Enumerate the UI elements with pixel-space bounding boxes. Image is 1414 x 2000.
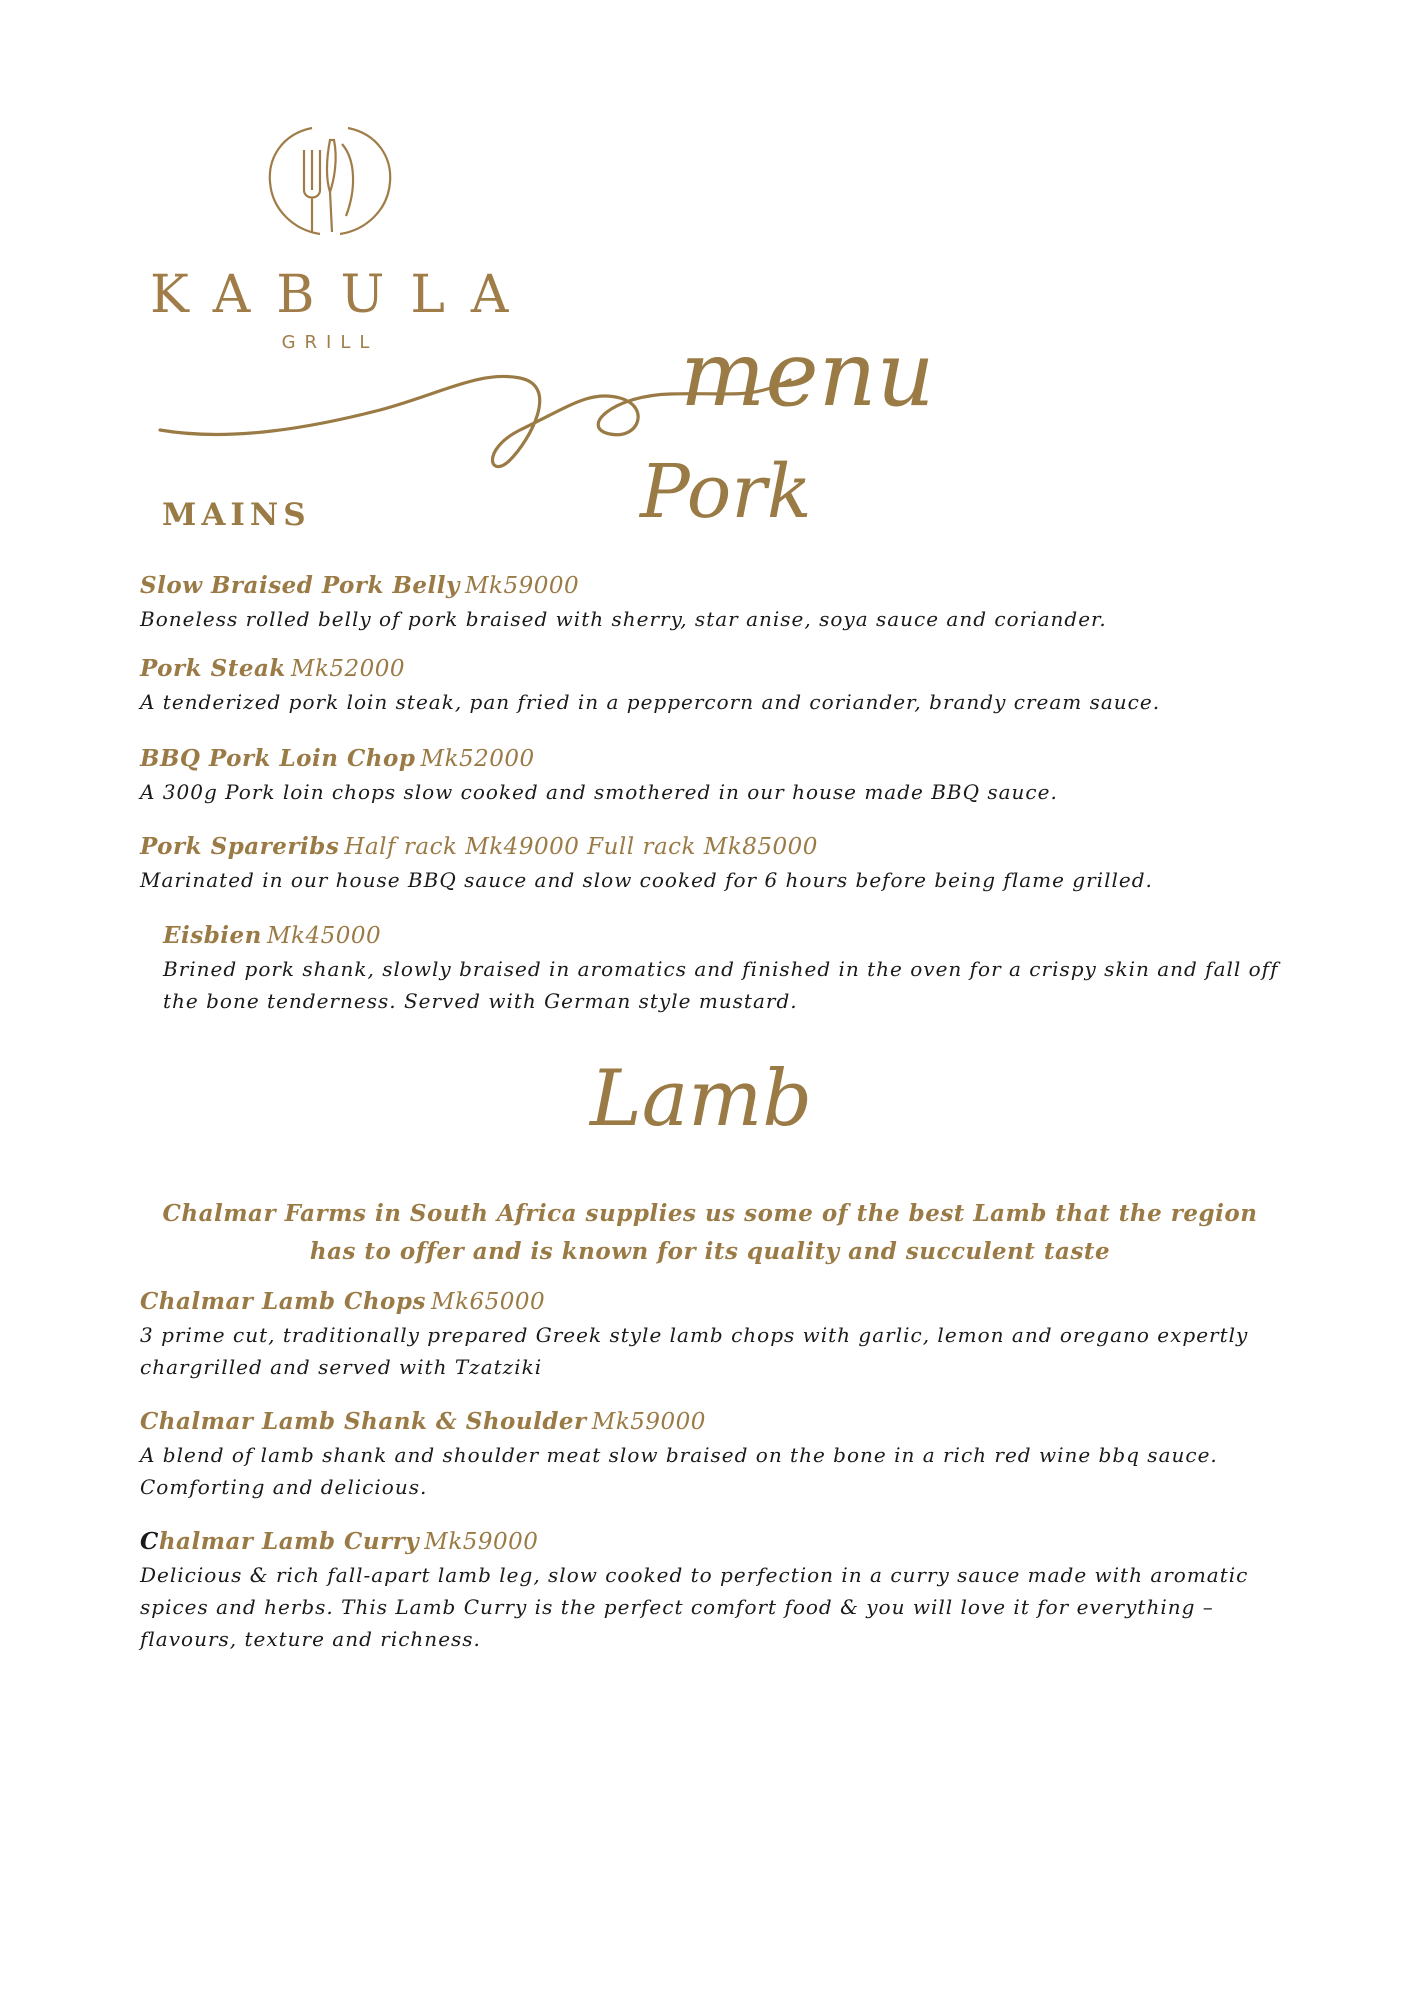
brand-subtitle: GRILL	[281, 332, 379, 353]
section-title-mains: MAINS	[162, 497, 311, 533]
item-name: Chalmar Lamb Shank & Shoulder	[140, 1408, 587, 1435]
brand-name: KABULA	[150, 265, 535, 325]
lamb-intro: Chalmar Farms in South Africa supplies us some of the best Lamb that the region has to offer and is known for its quality and succulent taste	[162, 1200, 1258, 1265]
item-description: Boneless rolled belly of pork braised with sherry, star anise, soya sauce and coriander.	[140, 607, 1107, 631]
menu-script-title: menu	[680, 322, 935, 427]
item-description: 3 prime cut, traditionally prepared Greek style lamb chops with garlic, lemon and oregano expertly chargrilled and served with Tzatziki	[140, 1323, 1249, 1379]
item-name: Pork Spareribs	[140, 833, 340, 860]
menu-item	[140, 1288, 1290, 1383]
menu-item	[140, 1408, 1290, 1503]
item-name: Slow Braised Pork Belly	[140, 572, 460, 599]
item-price: Half rack Mk49000 Full rack Mk85000	[344, 834, 818, 860]
brand-logo	[150, 120, 535, 360]
item-price: Mk45000	[267, 923, 382, 949]
item-name: Eisbien	[163, 922, 262, 949]
item-price: Mk59000	[591, 1409, 706, 1435]
item-description: A 300g Pork loin chops slow cooked and smothered in our house made BBQ sauce.	[140, 780, 1058, 804]
menu-item	[140, 655, 1290, 718]
item-price: Mk59000	[464, 573, 580, 599]
menu-item	[140, 572, 1290, 635]
menu-item	[140, 1528, 1290, 1655]
item-description: Delicious & rich fall-apart lamb leg, slow cooked to perfection in a curry sauce made with aromatic spices and herbs. This Lamb Curry is the perfect comfort food & you will love it for everything – flavours, texture and richness.	[140, 1563, 1249, 1651]
item-price: Mk52000	[290, 656, 406, 682]
item-name-initial: C	[140, 1528, 159, 1555]
item-price: Mk52000	[420, 746, 535, 772]
menu-item	[163, 922, 1288, 1017]
item-price: Mk65000	[431, 1289, 546, 1315]
item-description: A tenderized pork loin steak, pan fried in a peppercorn and coriander, brandy cream sauce.	[140, 690, 1161, 714]
lamb-script-heading: Lamb	[590, 1054, 813, 1144]
pork-script-heading: Pork	[640, 449, 812, 535]
item-name-rest: halmar Lamb Curry	[158, 1528, 420, 1555]
item-description: A blend of lamb shank and shoulder meat slow braised on the bone in a rich red wine bbq sauce. Comforting and delicious.	[140, 1443, 1218, 1499]
item-name: Pork Steak	[140, 655, 286, 682]
cutlery-plate-icon	[260, 120, 400, 240]
item-name: Chalmar Lamb Chops	[140, 1288, 426, 1315]
item-price: Mk59000	[424, 1529, 539, 1555]
menu-item	[140, 745, 1290, 808]
item-description: Brined pork shank, slowly braised in aromatics and finished in the oven for a crispy skin and fall off the bone tenderness. Served with German style mustard.	[163, 957, 1279, 1013]
item-name	[140, 1528, 419, 1555]
item-name: BBQ Pork Loin Chop	[140, 745, 416, 772]
menu-item	[140, 833, 1290, 896]
item-description: Marinated in our house BBQ sauce and slow cooked for 6 hours before being flame grilled.	[140, 868, 1153, 892]
